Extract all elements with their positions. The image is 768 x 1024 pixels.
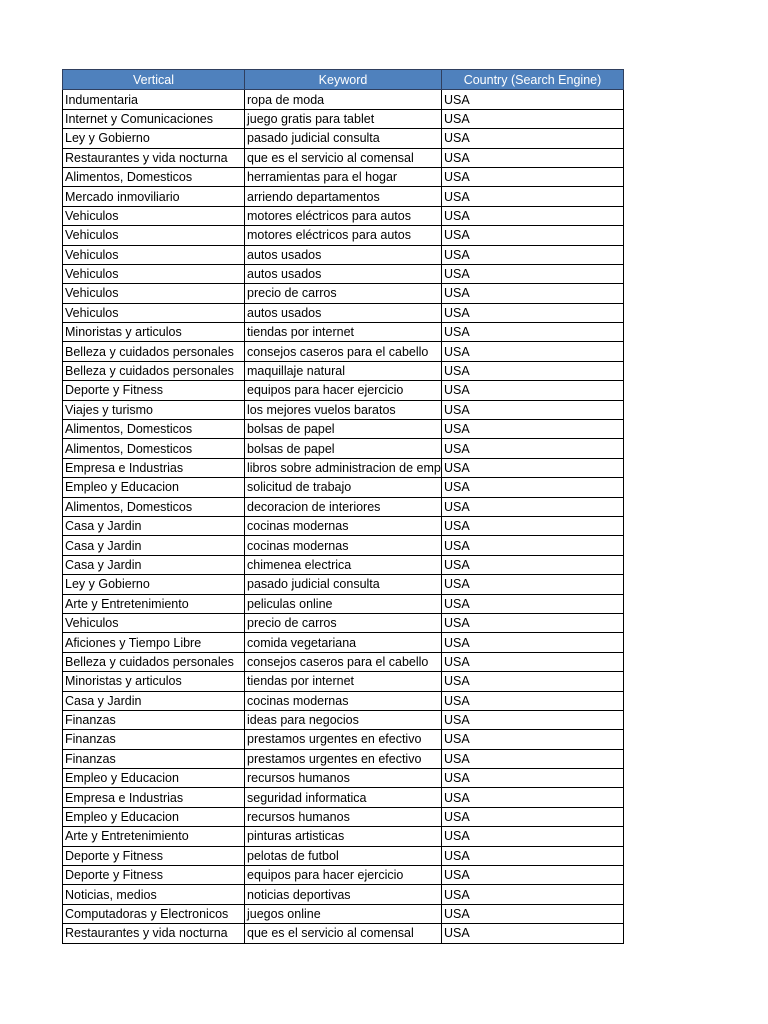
cell-country[interactable]: USA [442, 613, 624, 632]
cell-country[interactable]: USA [442, 555, 624, 574]
cell-keyword[interactable]: cocinas modernas [245, 691, 442, 710]
cell-keyword[interactable]: juego gratis para tablet [245, 109, 442, 128]
column-header-vertical[interactable]: Vertical [63, 70, 245, 90]
table-row [63, 187, 624, 206]
table-row [63, 788, 624, 807]
table-row [63, 613, 624, 632]
cell-keyword[interactable]: libros sobre administracion de emp [245, 458, 442, 477]
table-row [63, 516, 624, 535]
cell-country[interactable]: USA [442, 633, 624, 652]
cell-keyword[interactable]: solicitud de trabajo [245, 478, 442, 497]
cell-country[interactable]: USA [442, 381, 624, 400]
cell-keyword[interactable]: juegos online [245, 904, 442, 923]
cell-vertical[interactable]: Internet y Comunicaciones [63, 109, 245, 128]
cell-vertical[interactable]: Casa y Jardin [63, 516, 245, 535]
table-row [63, 167, 624, 186]
cell-keyword[interactable]: ropa de moda [245, 90, 442, 109]
cell-vertical[interactable]: Indumentaria [63, 90, 245, 109]
cell-keyword[interactable]: precio de carros [245, 284, 442, 303]
table-row [63, 458, 624, 477]
cell-country[interactable]: USA [442, 788, 624, 807]
keyword-table [62, 69, 624, 944]
cell-keyword[interactable]: autos usados [245, 264, 442, 283]
column-header-country[interactable]: Country (Search Engine) [442, 70, 624, 90]
table-row [63, 749, 624, 768]
table-row [63, 148, 624, 167]
cell-country[interactable]: USA [442, 264, 624, 283]
table-row [63, 109, 624, 128]
cell-keyword[interactable]: ideas para negocios [245, 710, 442, 729]
cell-vertical[interactable]: Ley y Gobierno [63, 129, 245, 148]
table-header [63, 70, 624, 90]
cell-vertical[interactable]: Minoristas y articulos [63, 672, 245, 691]
cell-vertical[interactable]: Alimentos, Domesticos [63, 497, 245, 516]
table-row [63, 342, 624, 361]
cell-country[interactable]: USA [442, 924, 624, 943]
cell-keyword[interactable]: motores eléctricos para autos [245, 206, 442, 225]
cell-country[interactable]: USA [442, 187, 624, 206]
cell-country[interactable]: USA [442, 129, 624, 148]
cell-country[interactable]: USA [442, 904, 624, 923]
cell-vertical[interactable]: Aficiones y Tiempo Libre [63, 633, 245, 652]
cell-keyword[interactable]: pinturas artisticas [245, 827, 442, 846]
table-row [63, 885, 624, 904]
cell-country[interactable]: USA [442, 497, 624, 516]
cell-country[interactable]: USA [442, 672, 624, 691]
cell-country[interactable]: USA [442, 866, 624, 885]
cell-keyword[interactable]: consejos caseros para el cabello [245, 652, 442, 671]
cell-vertical[interactable]: Empleo y Educacion [63, 807, 245, 826]
table-row [63, 827, 624, 846]
table-row [63, 284, 624, 303]
cell-vertical[interactable]: Alimentos, Domesticos [63, 439, 245, 458]
cell-vertical[interactable]: Deporte y Fitness [63, 381, 245, 400]
table-row [63, 303, 624, 322]
cell-vertical[interactable]: Ley y Gobierno [63, 575, 245, 594]
cell-vertical[interactable]: Restaurantes y vida nocturna [63, 148, 245, 167]
cell-vertical[interactable]: Vehiculos [63, 264, 245, 283]
cell-keyword[interactable]: decoracion de interiores [245, 497, 442, 516]
cell-country[interactable]: USA [442, 691, 624, 710]
table-row [63, 710, 624, 729]
cell-keyword[interactable]: consejos caseros para el cabello [245, 342, 442, 361]
cell-keyword[interactable]: cocinas modernas [245, 516, 442, 535]
cell-country[interactable]: USA [442, 361, 624, 380]
cell-keyword[interactable]: maquillaje natural [245, 361, 442, 380]
cell-vertical[interactable]: Casa y Jardin [63, 555, 245, 574]
table-row [63, 904, 624, 923]
table-row [63, 206, 624, 225]
table-row [63, 807, 624, 826]
cell-country[interactable]: USA [442, 885, 624, 904]
cell-keyword[interactable]: que es el servicio al comensal [245, 924, 442, 943]
table-row [63, 846, 624, 865]
cell-keyword[interactable]: precio de carros [245, 613, 442, 632]
cell-keyword[interactable]: bolsas de papel [245, 420, 442, 439]
cell-vertical[interactable]: Belleza y cuidados personales [63, 652, 245, 671]
cell-keyword[interactable]: motores eléctricos para autos [245, 226, 442, 245]
cell-keyword[interactable]: cocinas modernas [245, 536, 442, 555]
cell-vertical[interactable]: Alimentos, Domesticos [63, 420, 245, 439]
table-row [63, 594, 624, 613]
cell-country[interactable]: USA [442, 730, 624, 749]
cell-vertical[interactable]: Belleza y cuidados personales [63, 361, 245, 380]
cell-vertical[interactable]: Finanzas [63, 749, 245, 768]
cell-keyword[interactable]: seguridad informatica [245, 788, 442, 807]
cell-vertical[interactable]: Restaurantes y vida nocturna [63, 924, 245, 943]
table-row [63, 264, 624, 283]
cell-vertical[interactable]: Vehiculos [63, 226, 245, 245]
table-row [63, 478, 624, 497]
cell-country[interactable]: USA [442, 575, 624, 594]
cell-keyword[interactable]: autos usados [245, 245, 442, 264]
cell-keyword[interactable]: que es el servicio al comensal [245, 148, 442, 167]
cell-vertical[interactable]: Viajes y turismo [63, 400, 245, 419]
cell-country[interactable]: USA [442, 769, 624, 788]
cell-keyword[interactable]: pasado judicial consulta [245, 129, 442, 148]
cell-vertical[interactable]: Vehiculos [63, 303, 245, 322]
cell-vertical[interactable]: Belleza y cuidados personales [63, 342, 245, 361]
cell-country[interactable]: USA [442, 109, 624, 128]
cell-keyword[interactable]: recursos humanos [245, 769, 442, 788]
cell-country[interactable]: USA [442, 594, 624, 613]
table-row [63, 652, 624, 671]
header-row [63, 70, 624, 90]
cell-country[interactable]: USA [442, 206, 624, 225]
cell-keyword[interactable]: tiendas por internet [245, 672, 442, 691]
table-row [63, 730, 624, 749]
cell-keyword[interactable]: equipos para hacer ejercicio [245, 381, 442, 400]
column-header-keyword[interactable]: Keyword [245, 70, 442, 90]
table-row [63, 381, 624, 400]
cell-keyword[interactable]: chimenea electrica [245, 555, 442, 574]
cell-vertical[interactable]: Empresa e Industrias [63, 458, 245, 477]
cell-vertical[interactable]: Arte y Entretenimiento [63, 827, 245, 846]
table-row [63, 555, 624, 574]
cell-keyword[interactable]: herramientas para el hogar [245, 167, 442, 186]
table-row [63, 420, 624, 439]
cell-vertical[interactable]: Finanzas [63, 710, 245, 729]
cell-vertical[interactable]: Deporte y Fitness [63, 866, 245, 885]
cell-country[interactable]: USA [442, 167, 624, 186]
cell-country[interactable]: USA [442, 652, 624, 671]
cell-country[interactable]: USA [442, 323, 624, 342]
cell-keyword[interactable]: autos usados [245, 303, 442, 322]
cell-country[interactable]: USA [442, 420, 624, 439]
cell-vertical[interactable]: Vehiculos [63, 245, 245, 264]
cell-country[interactable]: USA [442, 749, 624, 768]
cell-keyword[interactable]: comida vegetariana [245, 633, 442, 652]
cell-keyword[interactable]: noticias deportivas [245, 885, 442, 904]
table-row [63, 924, 624, 943]
cell-keyword[interactable]: bolsas de papel [245, 439, 442, 458]
table-row [63, 226, 624, 245]
cell-vertical[interactable]: Noticias, medios [63, 885, 245, 904]
cell-vertical[interactable]: Deporte y Fitness [63, 846, 245, 865]
table-row [63, 90, 624, 109]
table-row [63, 633, 624, 652]
cell-keyword[interactable]: prestamos urgentes en efectivo [245, 749, 442, 768]
cell-vertical[interactable]: Minoristas y articulos [63, 323, 245, 342]
cell-country[interactable]: USA [442, 458, 624, 477]
cell-keyword[interactable]: peliculas online [245, 594, 442, 613]
table-body [63, 90, 624, 943]
table-row [63, 497, 624, 516]
cell-vertical[interactable]: Computadoras y Electronicos [63, 904, 245, 923]
cell-country[interactable]: USA [442, 303, 624, 322]
cell-keyword[interactable]: pasado judicial consulta [245, 575, 442, 594]
cell-country[interactable]: USA [442, 536, 624, 555]
cell-vertical[interactable]: Vehiculos [63, 206, 245, 225]
table-row [63, 672, 624, 691]
table-row [63, 575, 624, 594]
cell-vertical[interactable]: Arte y Entretenimiento [63, 594, 245, 613]
cell-country[interactable]: USA [442, 516, 624, 535]
cell-keyword[interactable]: arriendo departamentos [245, 187, 442, 206]
cell-vertical[interactable]: Alimentos, Domesticos [63, 167, 245, 186]
table-row [63, 129, 624, 148]
cell-country[interactable]: USA [442, 284, 624, 303]
cell-country[interactable]: USA [442, 245, 624, 264]
cell-country[interactable]: USA [442, 807, 624, 826]
cell-vertical[interactable]: Finanzas [63, 730, 245, 749]
cell-country[interactable]: USA [442, 827, 624, 846]
table-row [63, 439, 624, 458]
table-row [63, 323, 624, 342]
cell-country[interactable]: USA [442, 400, 624, 419]
cell-vertical[interactable]: Mercado inmoviliario [63, 187, 245, 206]
cell-country[interactable]: USA [442, 846, 624, 865]
cell-keyword[interactable]: los mejores vuelos baratos [245, 400, 442, 419]
cell-keyword[interactable]: tiendas por internet [245, 323, 442, 342]
table-row [63, 245, 624, 264]
table-row [63, 866, 624, 885]
cell-country[interactable]: USA [442, 342, 624, 361]
cell-vertical[interactable]: Casa y Jardin [63, 536, 245, 555]
cell-vertical[interactable]: Vehiculos [63, 284, 245, 303]
cell-keyword[interactable]: recursos humanos [245, 807, 442, 826]
table-row [63, 361, 624, 380]
cell-keyword[interactable]: prestamos urgentes en efectivo [245, 730, 442, 749]
cell-country[interactable]: USA [442, 148, 624, 167]
cell-vertical[interactable]: Empresa e Industrias [63, 788, 245, 807]
cell-vertical[interactable]: Vehiculos [63, 613, 245, 632]
cell-vertical[interactable]: Empleo y Educacion [63, 769, 245, 788]
cell-country[interactable]: USA [442, 439, 624, 458]
cell-vertical[interactable]: Empleo y Educacion [63, 478, 245, 497]
table-row [63, 769, 624, 788]
cell-country[interactable]: USA [442, 90, 624, 109]
table-row [63, 691, 624, 710]
table-row [63, 400, 624, 419]
cell-country[interactable]: USA [442, 478, 624, 497]
cell-country[interactable]: USA [442, 226, 624, 245]
cell-country[interactable]: USA [442, 710, 624, 729]
cell-keyword[interactable]: equipos para hacer ejercicio [245, 866, 442, 885]
table-row [63, 536, 624, 555]
cell-vertical[interactable]: Casa y Jardin [63, 691, 245, 710]
cell-keyword[interactable]: pelotas de futbol [245, 846, 442, 865]
